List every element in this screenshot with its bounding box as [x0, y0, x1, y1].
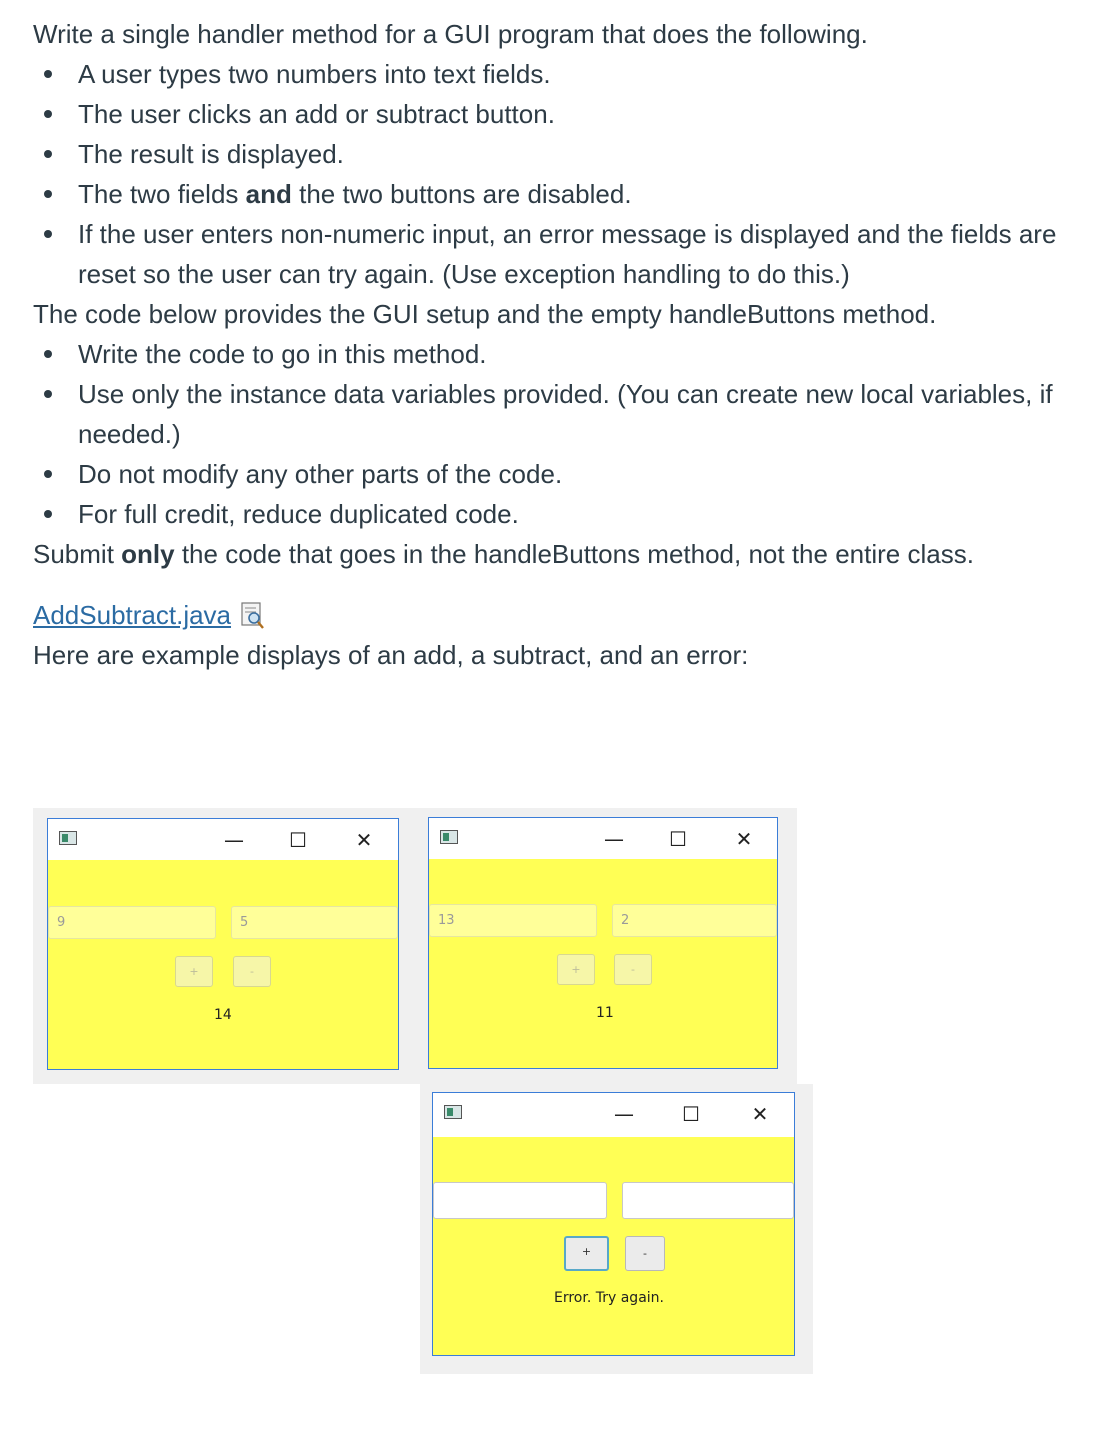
- result-label: 11: [596, 1005, 614, 1021]
- bold-text: only: [121, 539, 175, 569]
- add-button[interactable]: +: [557, 954, 595, 985]
- app-window: [428, 817, 778, 1069]
- text-segment: the two buttons are disabled.: [291, 179, 632, 209]
- example-error-screenshot: [420, 1084, 813, 1374]
- number-field-2[interactable]: 5: [231, 906, 398, 939]
- list-item: The user clicks an add or subtract button.: [33, 94, 1073, 134]
- bold-text: and: [245, 179, 292, 209]
- error-label: Error. Try again.: [554, 1290, 664, 1306]
- submit-text: [33, 534, 1073, 574]
- number-field-2[interactable]: [622, 1182, 794, 1219]
- text-segment: Submit: [33, 539, 122, 569]
- add-button[interactable]: +: [564, 1236, 609, 1271]
- requirements-list: [33, 54, 1073, 294]
- number-field-2[interactable]: 2: [612, 904, 777, 937]
- list-item: For full credit, reduce duplicated code.: [33, 494, 1073, 534]
- subtract-button[interactable]: -: [625, 1236, 665, 1271]
- maximize-icon[interactable]: ☐: [669, 827, 687, 851]
- list-item: A user types two numbers into text fields.: [33, 54, 1073, 94]
- title-bar: [429, 818, 777, 859]
- text-segment: the code that goes in the handleButtons method, not the entire class.: [174, 539, 974, 569]
- file-link[interactable]: AddSubtract.java: [33, 600, 232, 630]
- list-item: Write the code to go in this method.: [33, 334, 1073, 374]
- add-button[interactable]: +: [175, 956, 213, 987]
- number-field-1[interactable]: [433, 1182, 607, 1219]
- number-field-1[interactable]: 9: [48, 906, 216, 939]
- text-segment: The two fields: [78, 179, 246, 209]
- subtract-button[interactable]: -: [233, 956, 271, 987]
- close-icon[interactable]: ✕: [751, 1102, 769, 1126]
- app-icon: [440, 830, 458, 844]
- title-bar: [48, 819, 398, 860]
- setup-text: The code below provides the GUI setup and the empty handleButtons method.: [33, 299, 937, 329]
- list-item: The result is displayed.: [33, 134, 1073, 174]
- examples-text: Here are example displays of an add, a subtract, and an error:: [33, 640, 749, 670]
- maximize-icon[interactable]: ☐: [289, 828, 307, 852]
- list-item: Do not modify any other parts of the code.: [33, 454, 1073, 494]
- close-icon[interactable]: ✕: [355, 828, 373, 852]
- app-icon: [59, 831, 77, 845]
- app-icon: [444, 1105, 462, 1119]
- instructions-list: [33, 334, 1073, 534]
- list-item: If the user enters non-numeric input, an error message is displayed and the fields are reset so the user can try again. (Use exception handling to do this.): [33, 214, 1073, 294]
- app-window: [432, 1092, 795, 1356]
- result-label: 14: [214, 1007, 232, 1023]
- minimize-icon[interactable]: —: [614, 1102, 634, 1126]
- list-item: Use only the instance data variables provided. (You can create new local variables, if needed.): [33, 374, 1073, 454]
- minimize-icon[interactable]: —: [604, 827, 624, 851]
- minimize-icon[interactable]: —: [224, 828, 244, 852]
- close-icon[interactable]: ✕: [735, 827, 753, 851]
- maximize-icon[interactable]: ☐: [682, 1102, 700, 1126]
- example-subtract-screenshot: [415, 808, 797, 1084]
- file-link-row: [33, 595, 1073, 635]
- example-add-screenshot: [33, 808, 415, 1084]
- title-bar: [433, 1093, 794, 1137]
- question-content: [33, 14, 1073, 675]
- subtract-button[interactable]: -: [614, 954, 652, 985]
- file-preview-icon[interactable]: [241, 601, 265, 629]
- intro-text: Write a single handler method for a GUI program that does the following.: [33, 19, 868, 49]
- app-window: [47, 818, 399, 1070]
- list-item: [33, 174, 1073, 214]
- number-field-1[interactable]: 13: [429, 904, 597, 937]
